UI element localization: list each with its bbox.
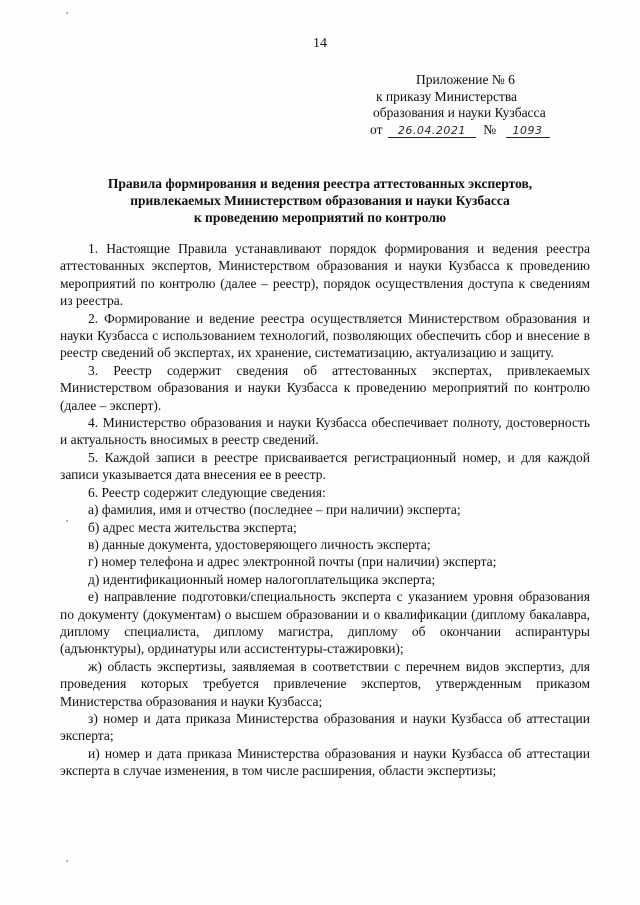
scan-speck [66,860,68,862]
list-item: в) данные документа, удостоверяющего личность эксперта; [88,536,431,552]
from-label: от [370,121,383,137]
appendix-ministry: образования и науки Кузбасса [373,105,546,120]
list-item: д) идентификационный номер налогоплательщика эксперта; [88,571,436,587]
scan-speck [66,12,68,14]
paragraph: 4. Министерство образования и науки Кузбасса обеспечивает полноту, достоверность и актуальность вносимых в реестр сведений. [60,415,590,448]
appendix-title: Приложение № 6 [416,72,515,87]
document-body [60,240,590,780]
handwritten-date: 26.04.2021 [388,124,476,138]
paragraph: 6. Реестр содержит следующие сведения: [88,484,326,500]
title-line: к проведению мероприятий по контролю [193,210,447,225]
paragraph: 3. Реестр содержит сведения об аттестованных экспертах, привлекаемых Министерством образования и науки Кузбасса к проведению мероприятий по контролю (далее – эксперт). [60,362,590,413]
appendix-date-number [370,122,600,139]
appendix-order-ref: к приказу Министерства [376,88,518,104]
document-title [60,175,580,226]
title-line: привлекаемых Министерством образования и науки Кузбасса [130,193,510,208]
list-item: а) фамилия, имя и отчество (последнее – при наличии) эксперта; [88,502,461,518]
list-item: е) направление подготовки/специальность эксперта с указанием уровня образования по документу (документам) о высшем образовании и о квалификации (диплому бакалавра, диплому специалиста, диплому магистра, диплому об окончании аспирантуры (адъюнктуры), ординатуры или ассистентуры-стажировки); [60,589,590,657]
list-item: и) номер и дата приказа Министерства образования и науки Кузбасса об аттестации эксперта в случае изменения, в том числе расширения, области экспертизы; [60,745,590,779]
number-label: № [483,121,497,137]
paragraph: 1. Настоящие Правила устанавливают порядок формирования и ведения реестра аттестованных экспертов, Министерством образования и науки Кузбасса к проведению мероприятий по контролю (далее – реестр), порядок осуществления доступа к сведениям из реестра. [60,241,590,309]
list-item: з) номер и дата приказа Министерства образования и науки Кузбасса об аттестации эксперта; [60,710,590,744]
page-number: 14 [313,36,327,51]
handwritten-number: 1093 [506,124,550,138]
paragraph: 2. Формирование и ведение реестра осуществляется Министерством образования и науки Кузбасса с использованием технологий, позволяющих обеспечить сбор и внесение в реестр сведений об экспертах, их хранение, систематизацию, актуализацию и защиту. [60,310,590,361]
list-item: г) номер телефона и адрес электронной почты (при наличии) эксперта; [88,554,497,570]
paragraph: 5. Каждой записи в реестре присваивается регистрационный номер, и для каждой записи указывается дата внесения ее в реестр. [60,449,590,483]
list-item: б) адрес места жительства эксперта; [88,519,297,535]
scan-speck [66,520,68,522]
title-line: Правила формирования и ведения реестра аттестованных экспертов, [107,176,533,191]
list-item: ж) область экспертизы, заявляемая в соответствии с перечнем видов экспертиз, для проведения которых требуется привлечение экспертов, утвержденным приказом Министерства образования и науки Кузбасса; [60,658,590,709]
appendix-block [370,72,600,138]
